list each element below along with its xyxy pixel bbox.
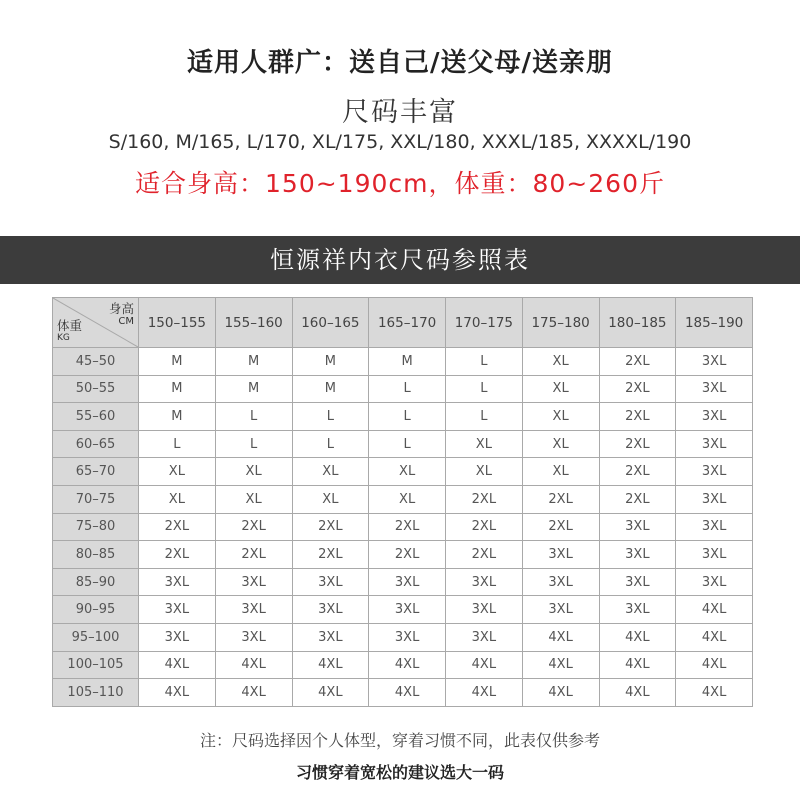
size-cell: 3XL xyxy=(522,596,599,624)
table-title-bar: 恒源祥内衣尺码参照表 xyxy=(0,236,800,284)
table-row xyxy=(53,375,753,403)
size-cell: 3XL xyxy=(215,596,292,624)
size-cell: 3XL xyxy=(215,568,292,596)
size-cell: 3XL xyxy=(522,541,599,569)
size-cell: 3XL xyxy=(139,568,216,596)
corner-weight-label: 体重 KG xyxy=(57,318,83,343)
size-cell: 4XL xyxy=(215,679,292,707)
size-cell: 3XL xyxy=(676,458,753,486)
size-cell: L xyxy=(215,430,292,458)
size-cell: M xyxy=(292,375,369,403)
size-cell: 3XL xyxy=(599,513,676,541)
size-cell: 4XL xyxy=(599,623,676,651)
size-cell: 3XL xyxy=(676,513,753,541)
height-column-header: 180–185 xyxy=(599,298,676,348)
table-row xyxy=(53,485,753,513)
size-cell: 2XL xyxy=(599,375,676,403)
table-body xyxy=(53,348,753,707)
table-row xyxy=(53,568,753,596)
size-cell: L xyxy=(446,348,523,376)
size-cell: L xyxy=(292,403,369,431)
table-row xyxy=(53,403,753,431)
size-cell: 2XL xyxy=(446,513,523,541)
size-range-headline: 尺码丰富 xyxy=(342,97,458,128)
size-cell: 3XL xyxy=(215,623,292,651)
size-cell: XL xyxy=(522,348,599,376)
height-column-header: 155–160 xyxy=(215,298,292,348)
audience-headline: 适用人群广：送自己/送父母/送亲朋 xyxy=(187,48,613,78)
size-cell: M xyxy=(369,348,446,376)
size-cell: 2XL xyxy=(446,541,523,569)
size-cell: 3XL xyxy=(599,541,676,569)
size-cell: XL xyxy=(522,430,599,458)
weight-row-header: 55–60 xyxy=(53,403,139,431)
weight-row-header: 80–85 xyxy=(53,541,139,569)
weight-row-header: 70–75 xyxy=(53,485,139,513)
table-row xyxy=(53,679,753,707)
size-cell: XL xyxy=(139,458,216,486)
size-cell: 2XL xyxy=(522,513,599,541)
size-cell: L xyxy=(215,403,292,431)
size-cell: L xyxy=(369,403,446,431)
size-cell: 3XL xyxy=(522,568,599,596)
size-cell: 3XL xyxy=(676,541,753,569)
size-cell: XL xyxy=(215,458,292,486)
size-cell: M xyxy=(139,375,216,403)
size-cell: L xyxy=(369,430,446,458)
table-row xyxy=(53,541,753,569)
weight-row-header: 90–95 xyxy=(53,596,139,624)
size-cell: 2XL xyxy=(599,485,676,513)
size-cell: 4XL xyxy=(446,679,523,707)
size-cell: XL xyxy=(446,430,523,458)
height-column-header: 150–155 xyxy=(139,298,216,348)
size-cell: 3XL xyxy=(292,623,369,651)
size-cell: 3XL xyxy=(676,485,753,513)
size-cell: XL xyxy=(292,458,369,486)
size-cell: 4XL xyxy=(676,623,753,651)
size-cell: XL xyxy=(215,485,292,513)
size-cell: 4XL xyxy=(599,679,676,707)
corner-height-label: 身高 CM xyxy=(108,301,134,327)
size-cell: 4XL xyxy=(369,679,446,707)
size-cell: 3XL xyxy=(446,568,523,596)
weight-row-header: 95–100 xyxy=(53,623,139,651)
size-cell: 4XL xyxy=(292,679,369,707)
size-list: S/160, M/165, L/170, XL/175, XXL/180, XXXL/185, XXXXL/190 xyxy=(108,131,692,153)
table-row xyxy=(53,513,753,541)
size-note: 注：尺码选择因个人体型，穿着习惯不同，此表仅供参考 xyxy=(199,731,600,750)
table-row xyxy=(53,651,753,679)
size-cell: 2XL xyxy=(139,541,216,569)
size-cell: 2XL xyxy=(599,348,676,376)
weight-row-header: 85–90 xyxy=(53,568,139,596)
size-cell: 3XL xyxy=(599,596,676,624)
size-cell: 4XL xyxy=(369,651,446,679)
size-cell: XL xyxy=(369,485,446,513)
size-cell: 2XL xyxy=(292,513,369,541)
size-cell: 4XL xyxy=(139,651,216,679)
size-cell: 3XL xyxy=(369,623,446,651)
height-column-header: 175–180 xyxy=(522,298,599,348)
size-cell: 3XL xyxy=(369,596,446,624)
size-cell: 4XL xyxy=(522,651,599,679)
size-cell: 4XL xyxy=(676,679,753,707)
weight-row-header: 45–50 xyxy=(53,348,139,376)
size-cell: 4XL xyxy=(292,651,369,679)
weight-row-header: 105–110 xyxy=(53,679,139,707)
size-cell: L xyxy=(369,375,446,403)
size-cell: 3XL xyxy=(676,375,753,403)
size-cell: 4XL xyxy=(676,596,753,624)
size-cell: 4XL xyxy=(139,679,216,707)
table-header-row xyxy=(53,298,753,348)
size-cell: 2XL xyxy=(139,513,216,541)
size-cell: 2XL xyxy=(215,541,292,569)
table-row xyxy=(53,458,753,486)
size-cell: M xyxy=(139,403,216,431)
size-cell: 2XL xyxy=(292,541,369,569)
weight-row-header: 75–80 xyxy=(53,513,139,541)
size-cell: XL xyxy=(522,403,599,431)
size-cell: 3XL xyxy=(599,568,676,596)
table-row xyxy=(53,596,753,624)
size-cell: 2XL xyxy=(599,403,676,431)
size-cell: 4XL xyxy=(676,651,753,679)
height-column-header: 185–190 xyxy=(676,298,753,348)
fit-range-text: 适合身高：150~190cm，体重：80~260斤 xyxy=(135,169,665,198)
size-cell: 3XL xyxy=(292,596,369,624)
weight-row-header: 50–55 xyxy=(53,375,139,403)
size-cell: L xyxy=(446,403,523,431)
size-cell: L xyxy=(446,375,523,403)
table-row xyxy=(53,623,753,651)
size-cell: 2XL xyxy=(599,458,676,486)
size-cell: XL xyxy=(292,485,369,513)
size-cell: 2XL xyxy=(599,430,676,458)
size-cell: 3XL xyxy=(292,568,369,596)
size-cell: M xyxy=(139,348,216,376)
table-row xyxy=(53,348,753,376)
size-cell: 3XL xyxy=(139,596,216,624)
size-cell: 4XL xyxy=(522,679,599,707)
size-cell: 3XL xyxy=(676,403,753,431)
weight-row-header: 60–65 xyxy=(53,430,139,458)
size-cell: M xyxy=(215,348,292,376)
size-cell: L xyxy=(139,430,216,458)
size-cell: XL xyxy=(369,458,446,486)
weight-row-header: 65–70 xyxy=(53,458,139,486)
size-cell: 2XL xyxy=(215,513,292,541)
size-cell: 4XL xyxy=(522,623,599,651)
weight-row-header: 100–105 xyxy=(53,651,139,679)
height-column-header: 160–165 xyxy=(292,298,369,348)
size-cell: XL xyxy=(139,485,216,513)
size-cell: 3XL xyxy=(676,430,753,458)
size-cell: XL xyxy=(522,375,599,403)
table-corner-cell xyxy=(53,298,139,348)
size-cell: 3XL xyxy=(446,596,523,624)
size-cell: 2XL xyxy=(369,513,446,541)
height-column-header: 170–175 xyxy=(446,298,523,348)
size-cell: M xyxy=(292,348,369,376)
size-cell: 3XL xyxy=(676,348,753,376)
size-cell: XL xyxy=(522,458,599,486)
size-cell: 3XL xyxy=(369,568,446,596)
size-cell: 4XL xyxy=(215,651,292,679)
size-cell: XL xyxy=(446,458,523,486)
size-cell: 3XL xyxy=(676,568,753,596)
size-cell: 2XL xyxy=(369,541,446,569)
size-cell: 4XL xyxy=(599,651,676,679)
size-cell: 2XL xyxy=(522,485,599,513)
size-cell: M xyxy=(215,375,292,403)
size-cell: 3XL xyxy=(446,623,523,651)
table-row xyxy=(53,430,753,458)
size-cell: L xyxy=(292,430,369,458)
size-cell: 2XL xyxy=(446,485,523,513)
size-cell: 3XL xyxy=(139,623,216,651)
size-chart-table xyxy=(52,297,753,707)
height-column-header: 165–170 xyxy=(369,298,446,348)
size-advice: 习惯穿着宽松的建议选大一码 xyxy=(295,763,504,782)
size-cell: 4XL xyxy=(446,651,523,679)
